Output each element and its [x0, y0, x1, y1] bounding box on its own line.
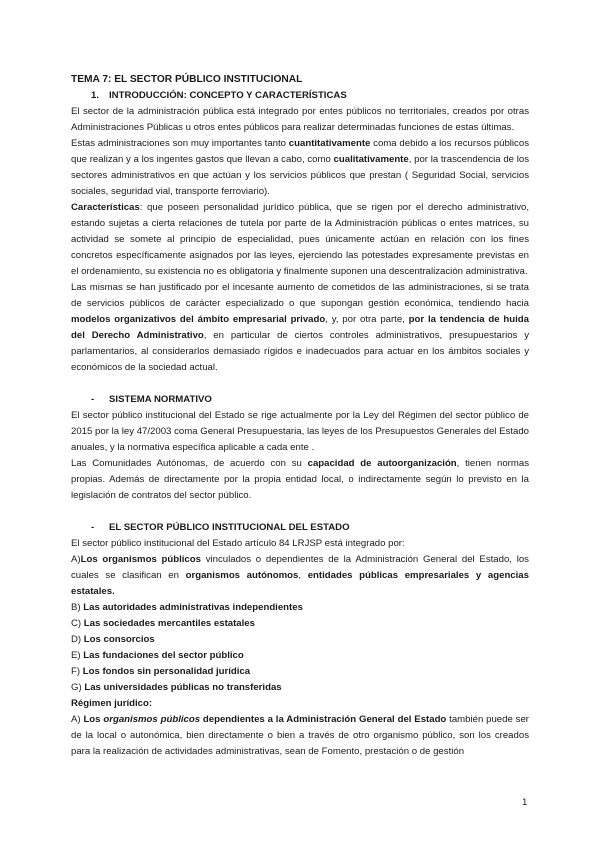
bold-run: Los [80, 714, 104, 725]
bold-run: entidades públicas empresariales y agencias estatales. [71, 570, 529, 597]
bold-run: Los organismos públicos [80, 554, 201, 565]
list-letter: C) [71, 618, 82, 629]
list-letter: D) [71, 634, 82, 645]
paragraph-justificacion [71, 280, 529, 376]
bold-italic-run: organismos públicos [103, 714, 201, 725]
list-letter: A) [71, 554, 81, 565]
section-heading-text: INTRODUCCIÓN: CONCEPTO Y CARACTERÍSTICAS [109, 90, 347, 101]
paragraph-definicion: El sector de la administración pública está integrado por entes públicos no territoriales, creados por otras Administraciones Públicas u otros entes públicos para realizar determinadas funciones de estas últimas. [71, 106, 529, 133]
paragraph-integracion: El sector público institucional del Estado artículo 84 LRJSP está integrado por: [71, 538, 405, 549]
list-text: Los consorcios [81, 634, 155, 645]
list-text: Las fundaciones del sector público [80, 650, 244, 661]
list-item [71, 648, 529, 664]
list-text: Los fondos sin personalidad jurídica [80, 666, 251, 677]
list-letter: E) [71, 650, 81, 661]
document-title: TEMA 7: EL SECTOR PÚBLICO INSTITUCIONAL [71, 74, 303, 85]
bullet-dash: - [91, 394, 95, 405]
paragraph-comunidades [71, 456, 529, 504]
page-number: 1 [522, 797, 528, 808]
document-page [71, 72, 529, 760]
list-item [71, 600, 529, 616]
text-run: vinculados o dependientes de la Administración General del Estado, los cuales se clasifican en [71, 554, 529, 581]
list-item [71, 616, 529, 632]
paragraph-normativa-estado: El sector público institucional del Estado se rige actualmente por la Ley del Régimen del sector público de 2015 por la ley 47/2003 coma General Presupuestaria, las leyes de los Presupuestos Generales del Estado anuales, y la normativa específica aplicable a cada ente . [71, 410, 529, 453]
text-run: : que poseen personalidad jurídico pública, que se rigen por el derecho administrativo, estando sujetas a cierta relaciones de tutela por parte de la Administración públicas o entes matrices, su actividad se somete al principio de especialidad, pues únicamente actúan en relación con los fines concretos específicamente asignados por las leyes, ejerciendo las potestades expresamente previstas en el ordenamiento, su existencia no es obligatoria y finalmente suponen una descentralización administrativa. [71, 202, 529, 277]
text-run: también puede ser de la local o autonómica, bien directamente o bien a través de otro organismo público, son los creados para la realización de actividades administrativas, sean de Fomento, prestación o de gestión [71, 714, 530, 757]
section-number: 1. [91, 90, 100, 101]
bold-run: capacidad de autoorganización [307, 458, 457, 469]
list-item [71, 664, 529, 680]
text-run: Las Comunidades Autónomas, de acuerdo con su [71, 458, 308, 469]
section-heading-sistema-normativo [91, 392, 529, 408]
list-letter: B) [71, 602, 81, 613]
list-letter: G) [71, 682, 82, 693]
regimen-heading: Régimen jurídico: [71, 698, 153, 709]
text-run: Estas administraciones son muy importantes tanto [71, 138, 289, 149]
bold-run: modelos organizativos del ámbito empresarial privado [71, 314, 326, 325]
entity-list [71, 600, 529, 696]
list-text: Las autoridades administrativas independientes [80, 602, 303, 613]
section-heading-text: SISTEMA NORMATIVO [109, 394, 212, 405]
paragraph-importancia [71, 136, 529, 200]
text-run: , [298, 570, 308, 581]
text-run: Las mismas se han justificado por el incesante aumento de cometidos de las administraciones, si se trata de servicios públicos de carácter especializado o que supongan gestión económica, tendiendo hacia [71, 282, 529, 309]
paragraph-regimen-a [71, 712, 529, 760]
text-run: coma debido a los recursos públicos que realizan y a los ingentes gastos que llevan a cabo, como [71, 138, 529, 165]
text-run: , tienen normas propias. Además de directamente por la propia entidad local, o indirectamente según lo previsto en la legislación de contratos del sector público. [71, 458, 529, 501]
section-heading-introduccion [91, 88, 529, 104]
list-item [71, 680, 529, 696]
section-heading-sector-estado [91, 520, 529, 536]
list-item-a [71, 552, 529, 600]
bullet-dash: - [91, 522, 95, 533]
bold-run: cualitativamente [333, 154, 409, 165]
list-letter: F) [71, 666, 81, 677]
text-run: , en particular de ciertos controles administrativos, presupuestarios y parlamentarios, al considerarlos demasiado rígidos e inadecuados para actuar en los ámbitos sociales y económicos de la sociedad actual. [71, 330, 529, 373]
bold-run: por la tendencia de huida del Derecho Administrativo [71, 314, 529, 341]
paragraph-caracteristicas [71, 200, 529, 280]
text-run: , por la trascendencia de los sectores administrativos en que actúan y los servicios públicos que prestan ( Seguridad Social, servicios sociales, seguridad vial, transporte ferroviario). [71, 154, 529, 197]
list-text: Las sociedades mercantiles estatales [81, 618, 255, 629]
bold-run: cuantitativamente [288, 138, 371, 149]
list-item [71, 632, 529, 648]
bold-run: organismos autónomos [185, 570, 299, 581]
section-heading-text: EL SECTOR PÚBLICO INSTITUCIONAL DEL ESTADO [109, 522, 350, 533]
list-letter: A) [71, 714, 81, 725]
bold-run: Características [71, 202, 140, 213]
bold-run: dependientes a la Administración General del Estado [200, 714, 447, 725]
text-run: , y, por otra parte, [325, 314, 409, 325]
list-text: Las universidades públicas no transferidas [81, 682, 282, 693]
